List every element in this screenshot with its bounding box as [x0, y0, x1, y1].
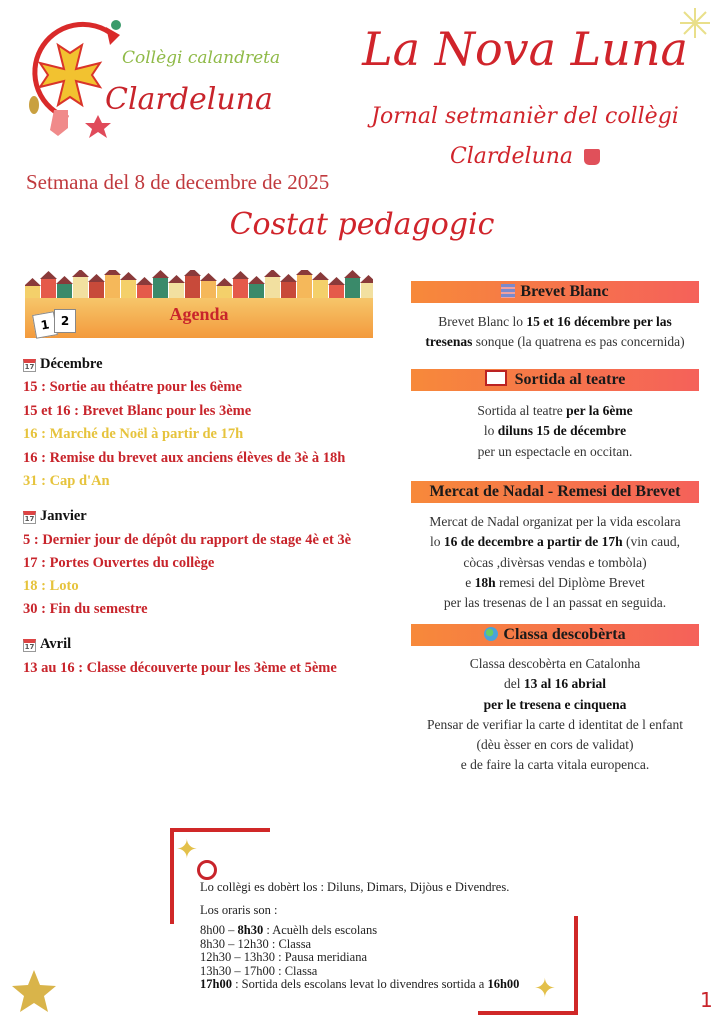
- news-line: [405, 332, 705, 352]
- agenda-item: 31 : Cap d'An: [23, 473, 110, 489]
- text-segment: per un espectacle en occitan.: [477, 443, 633, 459]
- globe-icon: [484, 627, 498, 641]
- section-title: Costat pedagogic: [229, 207, 495, 242]
- house-roof: [200, 273, 217, 281]
- agenda-item: 15 et 16 : Brevet Blanc pour les 3ème: [23, 403, 252, 419]
- news-line: [405, 654, 705, 674]
- house-roof: [280, 274, 297, 282]
- agenda-item: 16 : Marché de Noël à partir de 17h: [23, 426, 244, 442]
- text-segment: 16h00: [487, 977, 520, 991]
- mug-icon: [584, 149, 600, 165]
- news-title: Classa descobèrta: [503, 626, 626, 643]
- news-line: [405, 715, 705, 735]
- agenda-item: 18 : Loto: [23, 578, 79, 594]
- house-roof: [104, 270, 121, 275]
- newsletter-subtitle: Jornal setmanièr del collègi: [371, 104, 679, 129]
- text-segment: 15 et 16 décembre per las: [526, 314, 672, 329]
- news-line: [405, 573, 705, 593]
- text-segment: còcas ,divèrsas vendas e tombòla): [463, 554, 647, 570]
- text-segment: per las tresenas de l an passat en seguida.: [443, 595, 667, 611]
- house-roof: [328, 277, 345, 285]
- text-segment: 12h30 – 13h30 : Pausa meridiana: [200, 950, 367, 964]
- text-segment: per le tresena e cinquena: [483, 696, 627, 712]
- text-segment: lo: [483, 423, 498, 439]
- news-line: [405, 532, 705, 552]
- news-header: [411, 369, 699, 391]
- logo-line1: Collègi calandreta: [122, 48, 281, 68]
- news-line: [405, 593, 705, 613]
- text-segment: 8h00 –: [200, 923, 238, 937]
- agenda-item: 16 : Remise du brevet aux anciens élèves de 3è à 18h: [23, 450, 346, 466]
- text-segment: 8h30 – 12h30 : Classa: [200, 936, 312, 951]
- house-roof: [232, 271, 249, 279]
- text-segment: Brevet Blanc lo: [438, 314, 527, 329]
- house: [345, 278, 360, 300]
- text-segment: Mercat de Nadal organizat per la vida escolara: [429, 514, 681, 529]
- month-name: Décembre: [40, 356, 103, 372]
- calendar-icon: 17: [23, 639, 36, 652]
- calendar-icon: 17: [23, 359, 36, 372]
- text-segment: (vin caud,: [622, 534, 680, 550]
- hours-label: Los oraris son :: [200, 903, 278, 917]
- calendar-icon: 17: [23, 511, 36, 524]
- text-segment: lo: [430, 534, 444, 550]
- news-line: [405, 512, 705, 532]
- text-segment: e: [465, 574, 475, 590]
- news-line: [405, 695, 705, 715]
- frame-corner-top: [170, 828, 270, 832]
- house-roof: [40, 271, 57, 279]
- news-title: Mercat de Nadal - Remesi del Brevet: [429, 483, 681, 500]
- house-roof: [56, 276, 73, 284]
- text-segment: 8h30: [237, 923, 264, 937]
- newsletter-subtitle-school: [340, 144, 710, 169]
- text-segment: 17h00: [200, 977, 232, 991]
- sparkle-icon: ✦: [176, 835, 198, 865]
- text-segment: 16 de decembre a partir de 17h: [443, 534, 623, 550]
- house-roof: [312, 272, 329, 280]
- frame-corner-bottom: [478, 1011, 578, 1015]
- news-header: [411, 481, 699, 503]
- news-body: [405, 401, 705, 462]
- house-roof: [360, 275, 373, 283]
- agenda-item: 5 : Dernier jour de dépôt du rapport de stage 4è et 3è: [23, 532, 352, 548]
- news-body: [405, 312, 705, 353]
- agenda-month: [23, 636, 71, 653]
- school-name: Clardeluna: [449, 144, 574, 169]
- news-line: [405, 442, 705, 462]
- gold-star-icon: [10, 968, 58, 1014]
- agenda-month: [23, 356, 103, 373]
- month-name: Avril: [40, 636, 72, 652]
- house: [265, 277, 280, 300]
- house-roof: [264, 270, 281, 277]
- text-segment: Classa descobèrta en Catalonha: [469, 656, 641, 671]
- news-body: [405, 654, 705, 776]
- agenda-title: Agenda: [169, 304, 229, 324]
- house: [313, 280, 328, 300]
- house-roof: [72, 270, 89, 277]
- text-segment: 13h30 – 17h00 : Classa: [200, 963, 318, 978]
- news-line: [405, 755, 705, 775]
- house-roof: [136, 277, 153, 285]
- frame-corner-left: [170, 828, 174, 924]
- news-line: [405, 553, 705, 573]
- house-roof: [184, 270, 201, 276]
- news-line: [405, 421, 705, 441]
- text-segment: remesi del Diplòme Brevet: [495, 574, 645, 590]
- news-title: Brevet Blanc: [520, 283, 609, 300]
- tv-icon: [485, 370, 507, 386]
- house-roof: [25, 278, 41, 286]
- house: [153, 278, 168, 300]
- text-segment: diluns 15 de décembre: [497, 423, 627, 439]
- text-segment: : Acuèlh dels escolans: [263, 923, 378, 937]
- text-segment: : Sortida dels escolans levat lo divendres sortida a: [231, 977, 488, 991]
- text-segment: e de faire la carta vitala europenca.: [460, 757, 650, 773]
- sparkle-icon: ✦: [534, 974, 556, 1004]
- news-header: [411, 624, 699, 646]
- agenda-item: 17 : Portes Ouvertes du collège: [23, 555, 215, 571]
- house-roof: [120, 272, 137, 280]
- house-roof: [216, 278, 233, 286]
- page-number: 1: [700, 988, 713, 1012]
- text-segment: tresenas: [425, 334, 473, 350]
- news-body: [405, 512, 705, 613]
- newsletter-title: La Nova Luna: [362, 22, 688, 76]
- text-segment: 13 al 16 abrial: [523, 676, 606, 692]
- frame-corner-right: [574, 916, 578, 1015]
- agenda-item: 15 : Sortie au théatre pour les 6ème: [23, 379, 242, 395]
- agenda-item: 30 : Fin du semestre: [23, 601, 148, 617]
- house-roof: [248, 276, 265, 284]
- news-line: [405, 674, 705, 694]
- house: [121, 280, 136, 300]
- house: [233, 279, 248, 300]
- logo-line2: Clardeluna: [105, 82, 273, 117]
- house-roof: [344, 270, 361, 278]
- text-segment: (dèu èsser en cors de validat): [476, 737, 634, 753]
- news-line: [405, 401, 705, 421]
- agenda-month: [23, 508, 87, 525]
- house-roof: [168, 275, 185, 283]
- house: [105, 275, 120, 300]
- house: [297, 275, 312, 300]
- logo-occitan-cross-icon: [18, 15, 128, 145]
- house: [73, 277, 88, 300]
- house: [41, 279, 56, 300]
- alarm-clock-icon: [197, 860, 217, 880]
- hours-line: [200, 977, 519, 992]
- house-roof: [152, 270, 169, 278]
- open-days: Lo collègi es dobèrt los : Diluns, Dimars, Dijòus e Divendres.: [200, 880, 510, 894]
- house-roof: [296, 270, 313, 275]
- month-name: Janvier: [40, 508, 87, 524]
- house: [185, 276, 200, 300]
- news-line: [405, 312, 705, 332]
- house-roof: [88, 274, 105, 282]
- news-title: Sortida al teatre: [514, 371, 626, 388]
- calendar-page-icon: 1: [32, 311, 58, 338]
- books-icon: [501, 284, 515, 298]
- text-segment: Pensar de verifiar la carte d identitat de l enfant: [426, 716, 683, 732]
- calendar-page-icon: 2: [54, 309, 76, 333]
- text-segment: per la 6ème: [566, 403, 633, 418]
- news-line: [405, 735, 705, 755]
- text-segment: 18h: [474, 574, 496, 590]
- text-segment: Sortida al teatre: [477, 403, 567, 418]
- text-segment: del: [503, 676, 524, 692]
- agenda-item: 13 au 16 : Classe découverte pour les 3ème et 5ème: [23, 660, 337, 676]
- news-header: [411, 281, 699, 303]
- week-date: Setmana del 8 de decembre de 2025: [26, 170, 330, 194]
- text-segment: sonque (la quatrena es pas concernida): [472, 334, 685, 350]
